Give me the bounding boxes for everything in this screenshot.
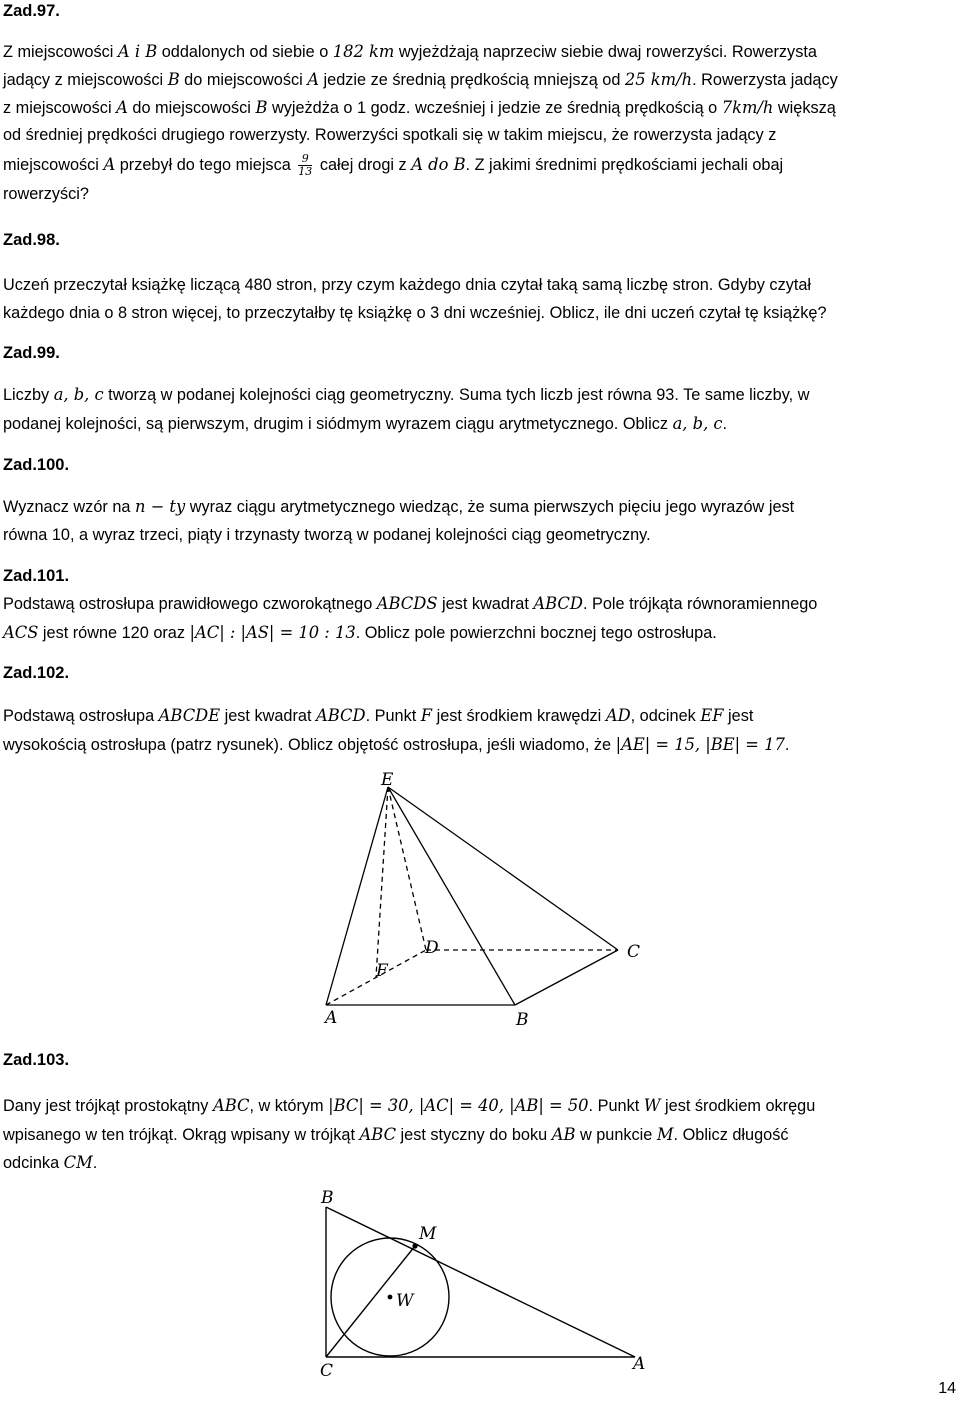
label-E: E bbox=[381, 770, 394, 790]
label-C: C bbox=[320, 1361, 334, 1381]
task-100-line-1: Wyznacz wzór na n − ty wyraz ciągu arytmetycznego wiedząc, że suma pierwszych pięciu jego wyrazów jest bbox=[3, 497, 795, 516]
task-101-body bbox=[3, 590, 817, 647]
pyramid-figure bbox=[303, 765, 653, 1035]
task-97-line-5: miejscowości A przebył do tego miejsca $\frac{9}{13}$ całej drogi z A do B. Z jakimi średnimi prędkościami jechali obaj bbox=[3, 152, 784, 179]
task-103-line-2: wpisanego w ten trójkąt. Okrąg wpisany w trójkąt ABC jest styczny do boku AB w punkcie M. Oblicz długość bbox=[3, 1124, 789, 1144]
task-102-line-1: Podstawą ostrosłupa ABCDE jest kwadrat ABCD. Punkt F jest środkiem krawędzi AD, odcinek EF jest bbox=[3, 706, 754, 725]
task-101-heading: Zad.101. bbox=[3, 567, 70, 585]
task-97-line-4: od średniej prędkości drugiego rowerzysty. Rowerzyści spotkali się w takim miejscu, że rowerzysta jadący z bbox=[3, 126, 777, 144]
label-F: F bbox=[376, 961, 388, 981]
task-102-body bbox=[3, 702, 789, 759]
task-98-line-2: każdego dnia o 8 stron więcej, to przeczytałby tę książkę o 3 dni wcześniej. Oblicz, ile dni uczeń czytał tę książkę? bbox=[3, 303, 827, 322]
task-99-line-2: podanej kolejności, są pierwszym, drugim i siódmym wyrazem ciągu arytmetycznego. Oblicz a, b, c. bbox=[3, 413, 728, 433]
label-B: B bbox=[516, 1010, 529, 1030]
label-A: A bbox=[325, 1008, 338, 1028]
label-C: C bbox=[627, 942, 641, 962]
side-AB bbox=[326, 1207, 635, 1357]
task-97-line-3: z miejscowości A do miejscowości B wyjeżdża o 1 godz. wcześniej i jedzie ze średnią prędkością o 7km/h większą bbox=[3, 98, 836, 117]
task-99-line-1: Liczby a, b, c tworzą w podanej kolejności ciąg geometryczny. Suma tych liczb jest równa 93. Te same liczby, w bbox=[3, 385, 810, 404]
task-99-heading: Zad.99. bbox=[3, 344, 60, 362]
point-W bbox=[388, 1295, 393, 1300]
label-W: W bbox=[396, 1291, 414, 1311]
task-103-line-1: Dany jest trójkąt prostokątny ABC, w którym |BC| = 30, |AC| = 40, |AB| = 50. Punkt W jest środkiem okręgu bbox=[3, 1096, 816, 1115]
task-100-heading: Zad.100. bbox=[3, 456, 70, 474]
task-97-line-6: rowerzyści? bbox=[3, 185, 89, 203]
task-102-heading: Zad.102. bbox=[3, 664, 70, 682]
edge-ED bbox=[388, 787, 426, 950]
label-M: M bbox=[419, 1224, 437, 1244]
height-EF bbox=[376, 787, 388, 977]
task-102-line-2: wysokością ostrosłupa (patrz rysunek). Oblicz objętość ostrosłupa, jeśli wiadomo, że |AE| = 15, |BE| = 17. bbox=[3, 734, 790, 754]
task-98-heading: Zad.98. bbox=[3, 231, 60, 249]
edge-EC bbox=[388, 787, 618, 950]
edge-EB bbox=[388, 787, 515, 1005]
task-103-body bbox=[3, 1092, 815, 1178]
label-B: B bbox=[321, 1188, 334, 1208]
task-97-body bbox=[3, 38, 953, 208]
task-100-body bbox=[3, 493, 794, 549]
point-M bbox=[412, 1243, 417, 1248]
task-103-heading: Zad.103. bbox=[3, 1051, 70, 1069]
task-101-line-1: Podstawą ostrosłupa prawidłowego czworokątnego ABCDS jest kwadrat ABCD. Pole trójkąta równoramiennego bbox=[3, 594, 818, 613]
edge-BC bbox=[515, 950, 618, 1005]
task-98-body bbox=[3, 272, 827, 327]
task-101-line-2: ACS jest równe 120 oraz |AC| : |AS| = 10 : 13. Oblicz pole powierzchni bocznej tego ostrosłupa. bbox=[3, 622, 717, 642]
task-99-body bbox=[3, 381, 809, 438]
task-100-line-2: równa 10, a wyraz trzeci, piąty i trzynasty tworzą w podanej kolejności ciąg geometryczny. bbox=[3, 525, 651, 544]
triangle-figure bbox=[303, 1185, 663, 1385]
page-number: 14 bbox=[938, 1380, 956, 1397]
fraction-9-13: $\frac{9}{13}$ bbox=[298, 152, 313, 179]
task-97-line-2: jadący z miejscowości B do miejscowości A jedzie ze średnią prędkością mniejszą od 25 km/h. Rowerzysta jadący bbox=[3, 70, 838, 89]
task-97-heading: Zad.97. bbox=[3, 2, 60, 20]
task-98-line-1: Uczeń przeczytał książkę liczącą 480 stron, przy czym każdego dnia czytał taką samą liczbę stron. Gdyby czytał bbox=[3, 276, 812, 294]
label-D: D bbox=[425, 938, 439, 958]
task-97-line-1: Z miejscowości A i B oddalonych od siebie o 182 km wyjeżdżają naprzeciw siebie dwaj rowerzyści. Rowerzysta bbox=[3, 42, 817, 61]
label-A: A bbox=[633, 1354, 646, 1374]
task-103-line-3: odcinka CM. bbox=[3, 1153, 98, 1172]
